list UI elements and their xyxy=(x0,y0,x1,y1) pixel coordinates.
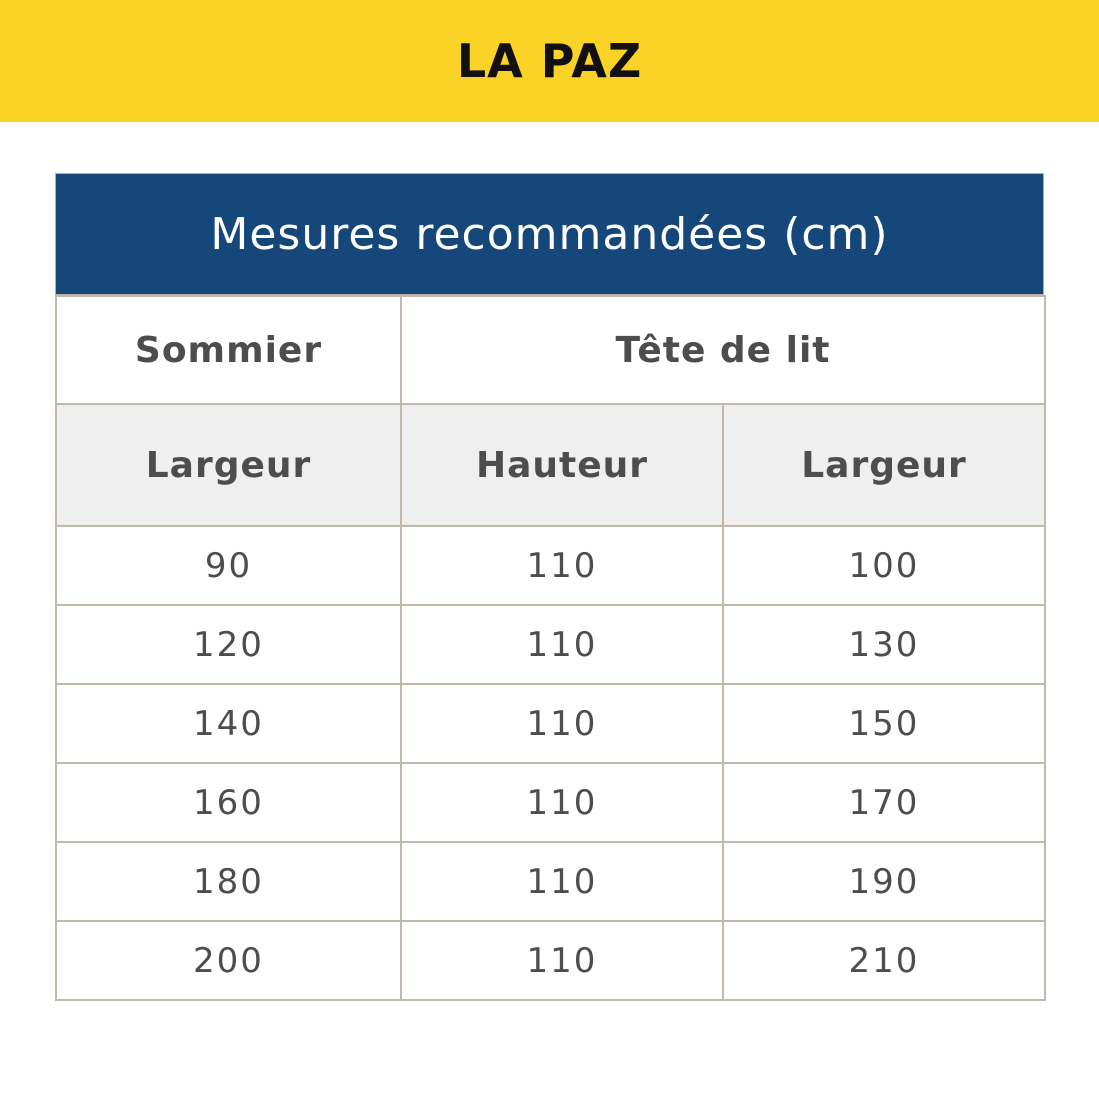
table-title: Mesures recommandées (cm) xyxy=(210,208,889,260)
page-title: LA PAZ xyxy=(456,34,643,88)
table-header xyxy=(55,173,1044,295)
cell-hauteur: 110 xyxy=(401,842,723,921)
cell-hauteur: 110 xyxy=(401,921,723,1000)
cell-hauteur: 110 xyxy=(401,763,723,842)
group-header-sommier: Sommier xyxy=(56,296,401,404)
cell-largeur: 130 xyxy=(723,605,1045,684)
cell-sommier-largeur: 200 xyxy=(56,921,401,1000)
table-row xyxy=(56,605,1045,684)
cell-largeur: 190 xyxy=(723,842,1045,921)
cell-sommier-largeur: 140 xyxy=(56,684,401,763)
table-row xyxy=(56,526,1045,605)
sub-header-largeur: Largeur xyxy=(723,404,1045,526)
title-banner xyxy=(0,0,1099,122)
measurements-table xyxy=(55,173,1044,1001)
cell-hauteur: 110 xyxy=(401,526,723,605)
table-row xyxy=(56,842,1045,921)
cell-largeur: 210 xyxy=(723,921,1045,1000)
cell-largeur: 150 xyxy=(723,684,1045,763)
cell-sommier-largeur: 90 xyxy=(56,526,401,605)
table-row xyxy=(56,921,1045,1000)
cell-sommier-largeur: 160 xyxy=(56,763,401,842)
sub-header-hauteur: Hauteur xyxy=(401,404,723,526)
cell-hauteur: 110 xyxy=(401,605,723,684)
size-table xyxy=(55,295,1046,1001)
cell-largeur: 170 xyxy=(723,763,1045,842)
sub-header-sommier-largeur: Largeur xyxy=(56,404,401,526)
group-header-row xyxy=(56,296,1045,404)
cell-sommier-largeur: 120 xyxy=(56,605,401,684)
sub-header-row xyxy=(56,404,1045,526)
cell-hauteur: 110 xyxy=(401,684,723,763)
table-row xyxy=(56,763,1045,842)
group-header-tete-de-lit: Tête de lit xyxy=(401,296,1045,404)
cell-largeur: 100 xyxy=(723,526,1045,605)
cell-sommier-largeur: 180 xyxy=(56,842,401,921)
table-row xyxy=(56,684,1045,763)
